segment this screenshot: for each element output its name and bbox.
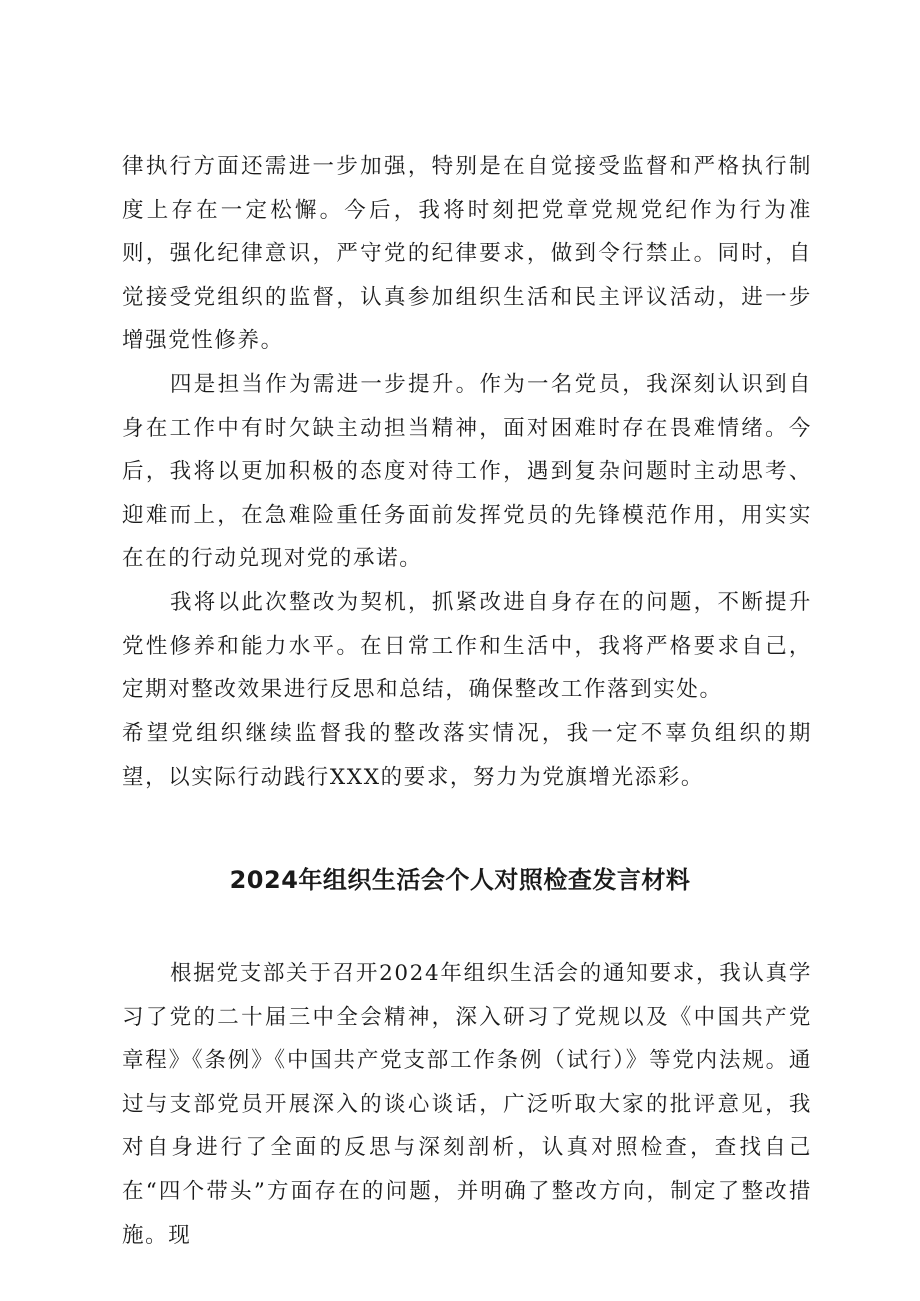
document-title: 2024年组织生活会个人对照检查发言材料 [229,866,691,894]
paragraph-introduction: 根据党支部关于召开2024年组织生活会的通知要求，我认真学习了党的二十届三中全会精神，深入研习了党规以及《中国共产党章程》《条例》《中国共产党支部工作条例（试行）》等党内法规。通过与支部党员开展深入的谈心谈话，广泛听取大家的批评意见，我对自身进行了全面的反思与深刻剖析，认真对照检查，查找自己在“四个带头”方面存在的问题，并明确了整改方向，制定了整改措施。现 [122,961,812,1248]
paragraph-rectification-commitment: 我将以此次整改为契机，抓紧改进自身存在的问题，不断提升党性修养和能力水平。在日常工作和生活中，我将严格要求自己，定期对整改效果进行反思和总结，确保整改工作落到实处。 [122,590,812,703]
paragraph-responsibility: 四是担当作为需进一步提升。作为一名党员，我深刻认识到自身在工作中有时欠缺主动担当精神，面对困难时存在畏难情绪。今后，我将以更加积极的态度对待工作，遇到复杂问题时主动思考、迎难而上，在急难险重任务面前发挥党员的先锋模范作用，用实实在在的行动兑现对党的承诺。 [122,372,812,572]
paragraph-discipline-continued: 律执行方面还需进一步加强，特别是在自觉接受监督和严格执行制度上存在一定松懈。今后，我将时刻把党章党规党纪作为行为准则，强化纪律意识，严守党的纪律要求，做到令行禁止。同时，自觉接受党组织的监督，认真参加组织生活和民主评议活动，进一步增强党性修养。 [122,154,812,354]
paragraph-closing-hope: 希望党组织继续监督我的整改落实情况，我一定不辜负组织的期望，以实际行动践行XXX的要求，努力为党旗增光添彩。 [122,721,812,790]
